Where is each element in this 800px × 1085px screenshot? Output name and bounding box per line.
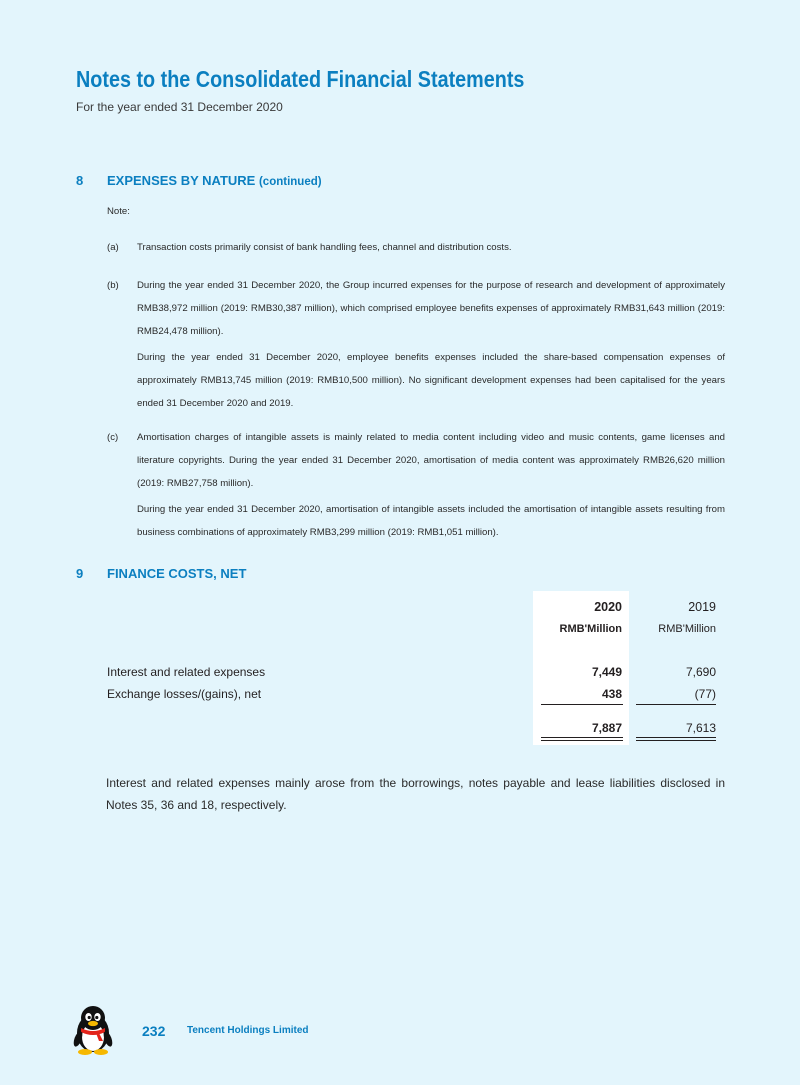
- subtotal-rule-2019: [636, 704, 716, 705]
- section-8-title-wrap: [107, 173, 322, 188]
- column-header-2020: 2020: [594, 600, 622, 614]
- note-item-c-paragraph-1: Amortisation charges of intangible assets is mainly related to media content including video and music contents, game licenses and literature copyrights. During the year ended 31 December 2020, amortisation of media content was approximately RMB26,620 million (2019: RMB27,758 million).: [137, 432, 725, 489]
- company-name: Tencent Holdings Limited: [187, 1025, 309, 1036]
- section-8-number: 8: [76, 173, 84, 188]
- note-item-b-paragraph-1: During the year ended 31 December 2020, the Group incurred expenses for the purpose of research and development of approximately RMB38,972 million (2019: RMB30,387 million), which comprised employee benefits expenses of approximately RMB31,643 million (2019: RMB24,478 million).: [137, 280, 725, 337]
- table-cell-2020: 438: [601, 687, 622, 701]
- column-unit-2020: RMB'Million: [559, 623, 622, 635]
- table-cell-2019: (77): [694, 687, 716, 701]
- section-9-number: 9: [76, 566, 84, 581]
- section-9-title: FINANCE COSTS, NET: [107, 566, 247, 581]
- section-8-title-suffix: (continued): [258, 176, 322, 188]
- qq-penguin-icon: [72, 1003, 114, 1055]
- column-unit-2019: RMB'Million: [658, 623, 716, 635]
- table-row-label: Interest and related expenses: [107, 665, 266, 679]
- table-total-2019: 7,613: [685, 721, 716, 735]
- note-item-label-c: (c): [107, 432, 119, 443]
- note-item-c-paragraph-2: During the year ended 31 December 2020, amortisation of intangible assets included the amortisation of intangible assets resulting from business combinations of approximately RMB3,299 million (2019: RMB1,051 million).: [137, 504, 725, 538]
- table-row-label: Exchange losses/(gains), net: [107, 687, 262, 701]
- note-item-a-paragraph: Transaction costs primarily consist of bank handling fees, channel and distribution costs.: [137, 242, 512, 253]
- table-cell-2020: 7,449: [591, 665, 622, 679]
- table-cell-2019: 7,690: [685, 665, 716, 679]
- note-item-label-a: (a): [107, 242, 119, 253]
- subtotal-rule-2020: [541, 704, 623, 705]
- note-label: Note:: [107, 206, 130, 217]
- column-header-2019: 2019: [688, 600, 716, 614]
- page-title: Notes to the Consolidated Financial Statements: [76, 66, 525, 92]
- total-double-rule-2019: [636, 737, 716, 741]
- finance-costs-note: Interest and related expenses mainly arose from the borrowings, notes payable and lease liabilities disclosed in Notes 35, 36 and 18, respectively.: [106, 776, 725, 812]
- page-subtitle: For the year ended 31 December 2020: [76, 100, 283, 114]
- total-double-rule-2020: [541, 737, 623, 741]
- section-8-title: EXPENSES BY NATURE: [107, 173, 256, 188]
- table-total-2020: 7,887: [591, 721, 622, 735]
- page-number: 232: [142, 1023, 166, 1039]
- note-item-b-paragraph-2: During the year ended 31 December 2020, employee benefits expenses included the share-based compensation expenses of approximately RMB13,745 million (2019: RMB10,500 million). No significant development expenses had been capitalised for the years ended 31 December 2020 and 2019.: [137, 352, 725, 409]
- note-item-label-b: (b): [107, 280, 119, 291]
